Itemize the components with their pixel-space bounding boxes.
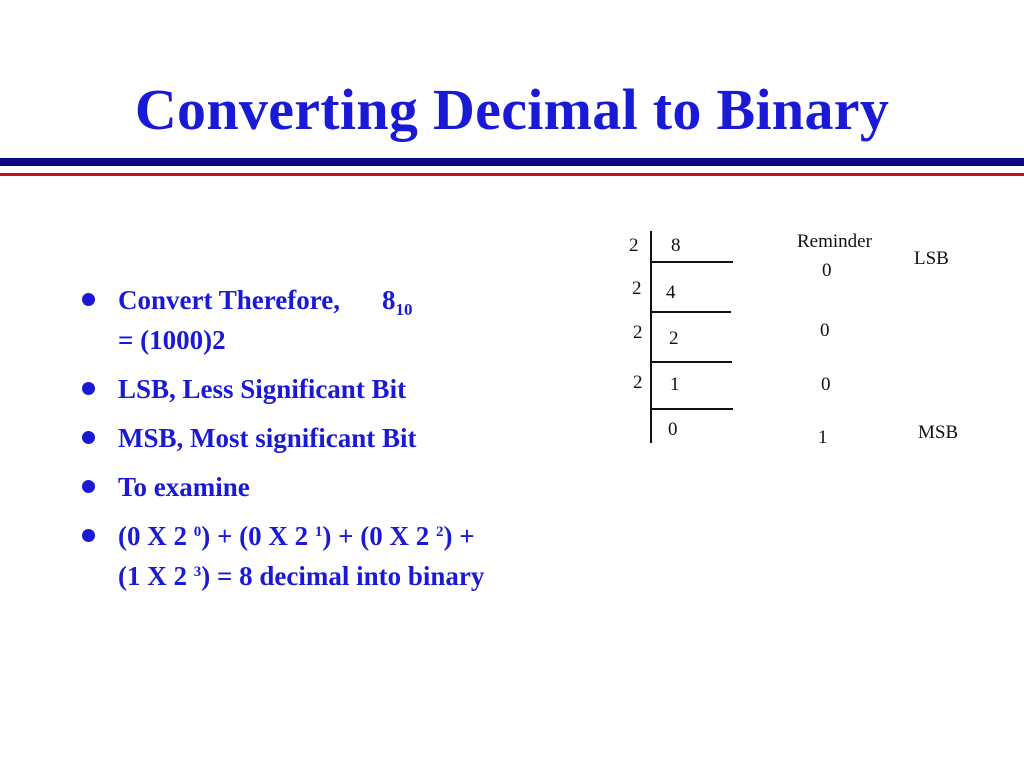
- expansion-part-3: ) + (0 X 2: [322, 521, 436, 551]
- remainder-2: 0: [820, 320, 830, 341]
- division-line-2: [652, 311, 731, 313]
- quotient-3: 2: [669, 328, 679, 349]
- quotient-2: 4: [666, 282, 676, 303]
- division-line-3: [652, 361, 732, 363]
- remainder-4: 1: [818, 427, 828, 448]
- bullet-convert-text: Convert Therefore,: [118, 285, 340, 315]
- expansion-part-5: ) = 8 decimal into binary: [201, 561, 485, 591]
- quotient-1: 8: [671, 235, 681, 256]
- remainder-3: 0: [821, 374, 831, 395]
- expansion-exp-4: 3: [193, 564, 202, 580]
- division-line-4: [652, 408, 733, 410]
- lsb-label: LSB: [914, 248, 949, 269]
- expansion-exp-3: 2: [436, 524, 444, 540]
- bullet-msb-text: MSB, Most significant Bit: [118, 423, 417, 453]
- quotient-4: 1: [670, 374, 680, 395]
- msb-label: MSB: [918, 422, 959, 443]
- bullet-lsb-text: LSB, Less Significant Bit: [118, 374, 407, 404]
- slide-title: Converting Decimal to Binary: [134, 77, 890, 142]
- remainder-1: 0: [822, 260, 832, 281]
- reminder-header: Reminder: [797, 231, 872, 252]
- expansion-part-4: ) + (1 X 2: [118, 521, 475, 591]
- divisor-2: 2: [632, 278, 642, 299]
- bullet-examine-text: To examine: [118, 472, 250, 502]
- divisor-4: 2: [633, 372, 643, 393]
- divisor-3: 2: [633, 322, 643, 343]
- bullet-convert-value: 8: [381, 285, 396, 315]
- bullet-convert-base: 10: [395, 300, 413, 319]
- expansion-exp-2: 1: [314, 524, 323, 540]
- expansion-exp-1: 0: [193, 524, 202, 540]
- expansion-part-2: ) + (0 X 2: [201, 521, 315, 551]
- expansion-part-1: (0 X 2: [118, 521, 194, 551]
- division-line-1: [652, 261, 733, 263]
- quotient-5: 0: [668, 419, 678, 440]
- bullet-convert-result: = (1000)2: [118, 325, 226, 355]
- divisor-1: 2: [629, 235, 639, 256]
